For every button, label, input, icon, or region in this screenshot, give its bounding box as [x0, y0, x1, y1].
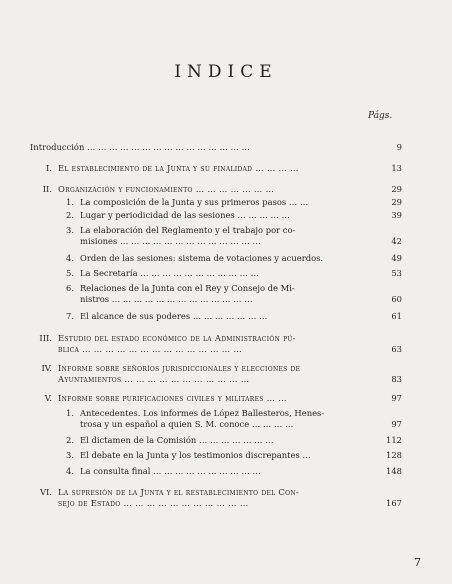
toc-entry-page: 9 [396, 142, 402, 152]
toc-entry-page: 83 [391, 374, 402, 384]
toc-entry-page: 148 [386, 466, 402, 476]
toc-entry-text-continued: misiones … … … … … … … … … … … … … [80, 236, 261, 246]
toc-entry-number: II. [42, 184, 52, 194]
toc-entry-page: 29 [391, 197, 402, 207]
toc-entry-text: La Secretaría … … … … … … … … … … … [80, 268, 260, 278]
toc-entry-text: La consulta final … … … … … … … … … … [80, 466, 261, 476]
toc-entry-text-continued: Ayuntamientos … … … … … … … … … … … [58, 374, 250, 384]
toc-entry-text: Introducción … … … … … … … … … … … … … … … [30, 142, 250, 152]
toc-entry-number: 4. [66, 253, 74, 263]
toc-entry-text: Lugar y periodicidad de las sesiones … … … … … [80, 210, 290, 220]
toc-entry-text: El dictamen de la Comisión … … … … … … … [80, 435, 274, 445]
toc-entry-text-continued: sejo de Estado … … … … … … … … … … … [58, 498, 249, 508]
toc-entry-text: Relaciones de la Junta con el Rey y Consejo de Mi- [80, 283, 295, 293]
toc-entry-text: Orden de las sesiones: sistema de votaciones y acuerdos. [80, 253, 324, 263]
toc-entry-number: 2. [66, 210, 74, 220]
toc-entry-number: 3. [66, 450, 74, 460]
toc-entry-text: El alcance de sus poderes … … … … … … … [80, 311, 268, 321]
toc-entry-page: 97 [391, 393, 402, 403]
toc-entry-page: 60 [391, 294, 402, 304]
toc-entry-page: 42 [391, 236, 402, 246]
toc-entry-number: 1. [66, 197, 74, 207]
toc-entry-text: La composición de la Junta y sus primeros pasos … … [80, 197, 309, 207]
toc-entry-text: Informe sobre señoríos jurisdiccionales y elecciones de [58, 363, 301, 373]
toc-entry-page: 112 [386, 435, 402, 445]
toc-entry-number: 1. [66, 408, 74, 418]
toc-entry-page: 39 [391, 210, 402, 220]
toc-entry-number: 6. [66, 283, 74, 293]
toc-entry-text: La supresión de la Junta y el restablecimiento del Con- [58, 487, 300, 497]
toc-entry-number: 3. [66, 225, 74, 235]
toc-entry-page: 49 [391, 253, 402, 263]
toc-entry-text-continued: trosa y un español a quien S. M. conoce … … … … [80, 419, 294, 429]
toc-entry-text: Antecedentes. Los informes de López Ballesteros, Henes- [80, 408, 325, 418]
toc-entry-page: 61 [391, 311, 402, 321]
toc-entry-text: Informe sobre purificaciones civiles y militares … … [58, 393, 287, 403]
toc-entry-page: 13 [391, 163, 402, 173]
toc-entry-page: 53 [391, 268, 402, 278]
toc-entry-number: V. [44, 393, 52, 403]
toc-entry-page: 29 [391, 184, 402, 194]
toc-entry-number: III. [39, 333, 52, 343]
toc-entry-number: IV. [41, 363, 52, 373]
toc-entry-number: 2. [66, 435, 74, 445]
toc-entry-text: Estudio del estado económico de la Administración pú- [58, 333, 296, 343]
toc-entry-text: La elaboración del Reglamento y el trabajo por co- [80, 225, 296, 235]
toc-entry-number: I. [46, 163, 52, 173]
toc-entry-text: Organización y funcionamiento … … … … … … … [58, 184, 275, 194]
page-title: INDICE [174, 62, 278, 82]
toc-entry-number: 5. [66, 268, 74, 278]
toc-entry-page: 63 [391, 344, 402, 354]
toc-entry-page: 97 [391, 419, 402, 429]
pages-column-label: Págs. [368, 111, 393, 121]
toc-entry-text-continued: nistros … … … … … … … … … … … … … [80, 294, 253, 304]
toc-entry-text: El establecimiento de la Junta y su finalidad … … … … [58, 163, 299, 173]
toc-entry-text: El debate en la Junta y los testimonios discrepantes … [80, 450, 311, 460]
page-folio-number: 7 [414, 556, 421, 569]
toc-entry-number: 4. [66, 466, 74, 476]
toc-entry-page: 167 [386, 498, 402, 508]
toc-entry-number: VI. [39, 487, 52, 497]
toc-entry-text-continued: blica … … … … … … … … … … … … … … [58, 344, 243, 354]
toc-entry-number: 7. [66, 311, 74, 321]
toc-entry-page: 128 [386, 450, 402, 460]
